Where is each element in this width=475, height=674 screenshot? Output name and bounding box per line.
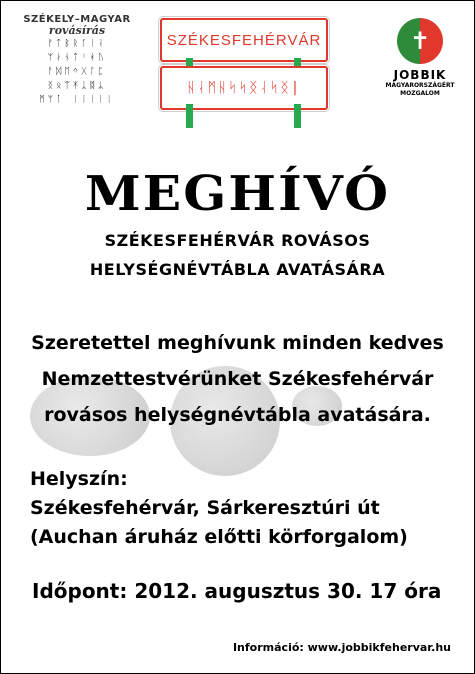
runic-chart-row: ᛗᛘᛙ ᛁᛁᛁᛁᛁ (39, 95, 115, 105)
location-landmark: (Auchan áruház előtti körforgalom) (30, 526, 408, 548)
logo-name: JOBBIK (393, 68, 447, 82)
sign-post-right-upper (294, 58, 301, 66)
sign-latin-panel: SZÉKESFEHÉRVÁR (160, 18, 328, 62)
sign-post-left (186, 104, 193, 128)
runic-alphabet-chart (14, 14, 140, 122)
invitation-text-line: Szeretettel meghívunk minden kedves (31, 332, 444, 354)
sign-post-left-upper (186, 58, 193, 66)
page-title: MEGHÍVÓ (84, 166, 391, 222)
info-url: Információ: www.jobbikfehervar.hu (232, 641, 451, 654)
runic-chart-title: SZÉKELY–MAGYAR (23, 14, 131, 25)
runic-chart-subtitle: rovásírás (48, 24, 106, 37)
sign-runic-panel: ᚺᛆᛗᚺᛋᛋᛝᛆᛋᛝ| (160, 66, 328, 110)
cross-icon: ✝ (409, 27, 431, 55)
runic-chart-row: ᚨᛞᛖᛜᚷᛚᛈ (47, 67, 107, 77)
logo-tagline: MAGYARORSZÁGÉRT (385, 82, 455, 89)
event-date: Időpont: 2012. augusztus 30. 17 óra (32, 579, 442, 603)
sign-post-right (294, 104, 301, 128)
invitation-text-line: rovásos helységnévtábla avatására. (44, 404, 431, 426)
invitation-text-line: Nemzettestvérünket Székesfehérvár (41, 368, 434, 390)
runic-chart-row: ᚠᛏᛒᚱᚴᛁᛆ (47, 39, 107, 49)
runic-chart-row: ᛘᛅᚾᛏᛌᚼᚢ (47, 53, 107, 63)
subtitle-line-2: HELYSÉGNÉVTÁBLA AVATÁSÁRA (89, 260, 386, 279)
subtitle-line-1: SZÉKESFEHÉRVÁR ROVÁSOS (104, 231, 371, 250)
town-sign (160, 18, 326, 104)
jobbik-logo (380, 18, 460, 114)
runic-chart-row: ᛝᛟᛠᛡᛣᛥᛦ (47, 81, 107, 91)
logo-tagline: MOZGALOM (400, 90, 440, 97)
location-label: Helyszín: (30, 468, 128, 490)
location-address: Székesfehérvár, Sárkeresztúri út (30, 497, 380, 519)
logo-emblem (397, 18, 443, 64)
